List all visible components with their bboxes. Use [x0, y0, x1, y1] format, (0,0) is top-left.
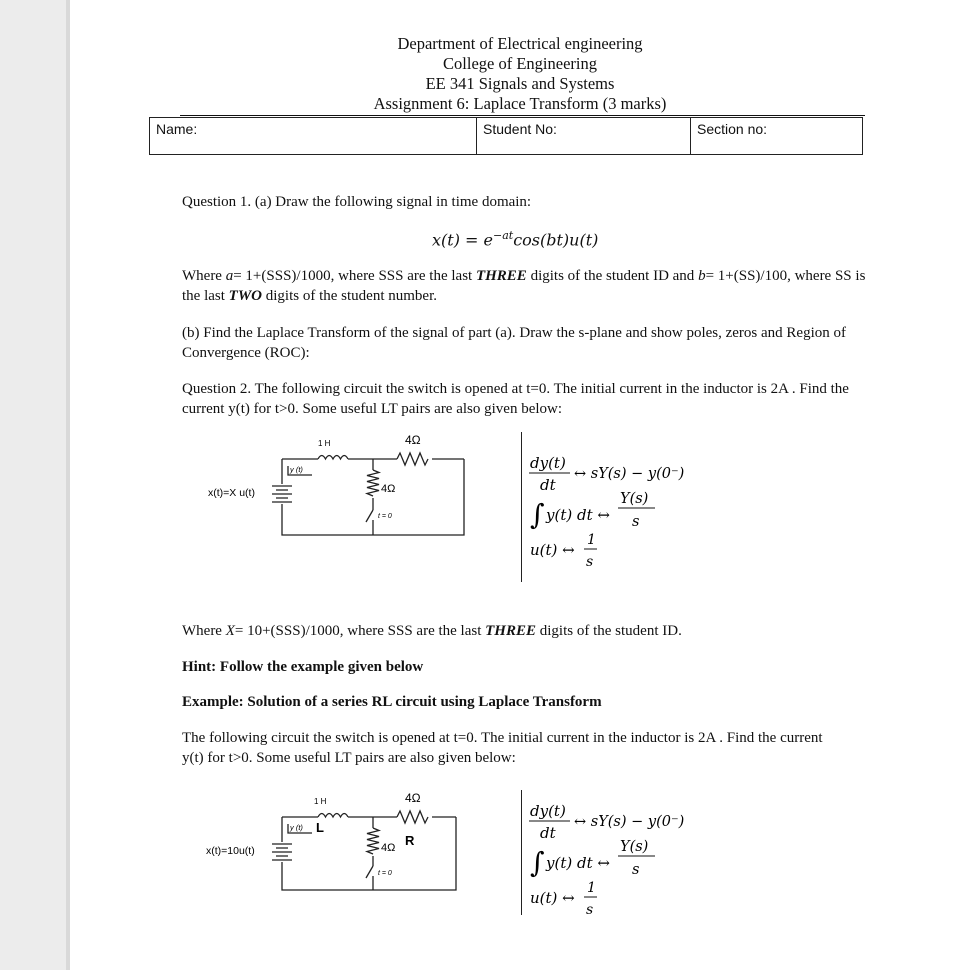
lt2-deriv-num: dy(t): [530, 802, 566, 820]
q2-where-3: digits of the student ID.: [536, 623, 682, 639]
circuit-diagram-1: [200, 432, 470, 547]
q2-text: Question 2. The following circuit the switch is opened at t=0. The initial current in the inductor is 2A . Find the current y(t) for t>0. Some useful LT pairs are also given below:: [182, 381, 849, 417]
q2-three: THREE: [485, 623, 536, 639]
hint-text: Hint: Follow the example given below: [182, 659, 424, 675]
header-course: EE 341 Signals and Systems: [425, 74, 615, 93]
q1-equation: [432, 229, 598, 249]
lt2-step-num: 1: [587, 880, 596, 896]
c2-l-label: L: [316, 820, 324, 835]
c2-resistor-top-label: 4Ω: [405, 791, 421, 805]
q2-where-1: Where: [182, 623, 226, 639]
c2-inductor-label: 1 H: [314, 797, 327, 806]
q1-intro: Question 1. (a) Draw the following signal in time domain:: [182, 194, 532, 210]
section-no-cell[interactable]: [691, 118, 862, 154]
header-rule: [180, 115, 865, 116]
c2-resistor-mid-label: 4Ω: [381, 842, 396, 854]
q1-three: THREE: [475, 268, 527, 284]
lt1-int-num: Y(s): [620, 491, 649, 507]
lt2-int-num: Y(s): [620, 839, 649, 855]
q1-var-a: a: [225, 268, 234, 284]
lt1-deriv-num: dy(t): [530, 454, 566, 472]
integral-icon: ∫: [530, 846, 545, 879]
lt-pairs-2: [526, 796, 726, 921]
q1-equation-exponent: −at: [492, 229, 514, 242]
name-label: Name:: [156, 121, 198, 137]
lt2-int-den: s: [632, 862, 640, 878]
q2-where-2: = 10+(SSS)/1000, where SSS are the last: [234, 623, 486, 639]
q1-two: TWO: [228, 288, 262, 304]
lt1-int-den: s: [632, 514, 640, 530]
q1-where-4: = 1+(SS)/100, where SS is the last: [182, 268, 866, 304]
q1-var-b: b: [698, 268, 706, 284]
q1-where-3: digits of the student ID and: [526, 268, 699, 284]
integral-icon: ∫: [530, 498, 545, 531]
c2-source-label: x(t)=10u(t): [206, 845, 255, 857]
c2-current-label: y (t): [290, 823, 303, 832]
page-edge: [0, 0, 70, 970]
c1-resistor-top-label: 4Ω: [405, 433, 421, 447]
c2-r-label: R: [405, 833, 415, 848]
q2-where-text: [182, 621, 872, 641]
q1-where-1: Where: [182, 268, 226, 284]
c1-current-label: y (t): [290, 465, 303, 474]
lt-pairs-1: [526, 448, 726, 573]
q1-where-text: [182, 266, 872, 306]
header-department: Department of Electrical engineering: [397, 34, 643, 53]
lt1-step-den: s: [586, 554, 594, 570]
lt2-step-lhs: u(t) ↔: [530, 889, 575, 907]
lt1-deriv-den: dt: [540, 476, 556, 494]
lt1-step-num: 1: [587, 532, 596, 548]
q1-where-2: = 1+(SSS)/1000, where SSS are the last: [233, 268, 476, 284]
q1-equation-tail: cos(bt)u(t): [513, 230, 599, 250]
q1-equation-base: x(t) = e: [432, 230, 493, 250]
q1-part-b: (b) Find the Laplace Transform of the signal of part (a). Draw the s-plane and show poles, zeros and Region of Convergence (ROC):: [182, 325, 846, 361]
q1-where-5: digits of the student number.: [262, 288, 437, 304]
student-no-label: Student No:: [483, 121, 557, 137]
lt-divider-2: [521, 790, 522, 915]
lt-divider-1: [521, 432, 522, 582]
lt2-deriv-den: dt: [540, 824, 556, 842]
c2-switch-label: t = 0: [378, 870, 392, 877]
lt2-deriv-rhs: ↔ sY(s) − y(0⁻): [574, 814, 685, 830]
lt1-step-lhs: u(t) ↔: [530, 541, 575, 559]
header-assignment: Assignment 6: Laplace Transform (3 marks): [373, 94, 667, 113]
lt1-int-lhs: y(t) dt ↔: [546, 506, 610, 524]
q2-var-x: X: [225, 623, 235, 639]
lt2-step-den: s: [586, 902, 594, 918]
section-no-label: Section no:: [697, 121, 768, 137]
c1-source-label: x(t)=X u(t): [208, 487, 255, 499]
header-college: College of Engineering: [443, 54, 597, 73]
lt1-deriv-rhs: ↔ sY(s) − y(0⁻): [574, 466, 685, 482]
student-info-table: [149, 117, 863, 155]
circuit-diagram-2: [200, 790, 470, 900]
student-no-cell[interactable]: [477, 118, 691, 154]
name-cell[interactable]: [150, 118, 477, 154]
example-title: Example: Solution of a series RL circuit using Laplace Transform: [182, 694, 602, 710]
lt2-int-lhs: y(t) dt ↔: [546, 854, 610, 872]
document-header: [300, 34, 740, 114]
example-text: The following circuit the switch is opened at t=0. The initial current in the inductor is 2A . Find the current y(t) for t>0. Some useful LT pairs are also given below:: [182, 730, 823, 766]
c1-inductor-label: 1 H: [318, 439, 331, 448]
c1-resistor-mid-label: 4Ω: [381, 483, 396, 495]
c1-switch-label: t = 0: [378, 513, 392, 520]
